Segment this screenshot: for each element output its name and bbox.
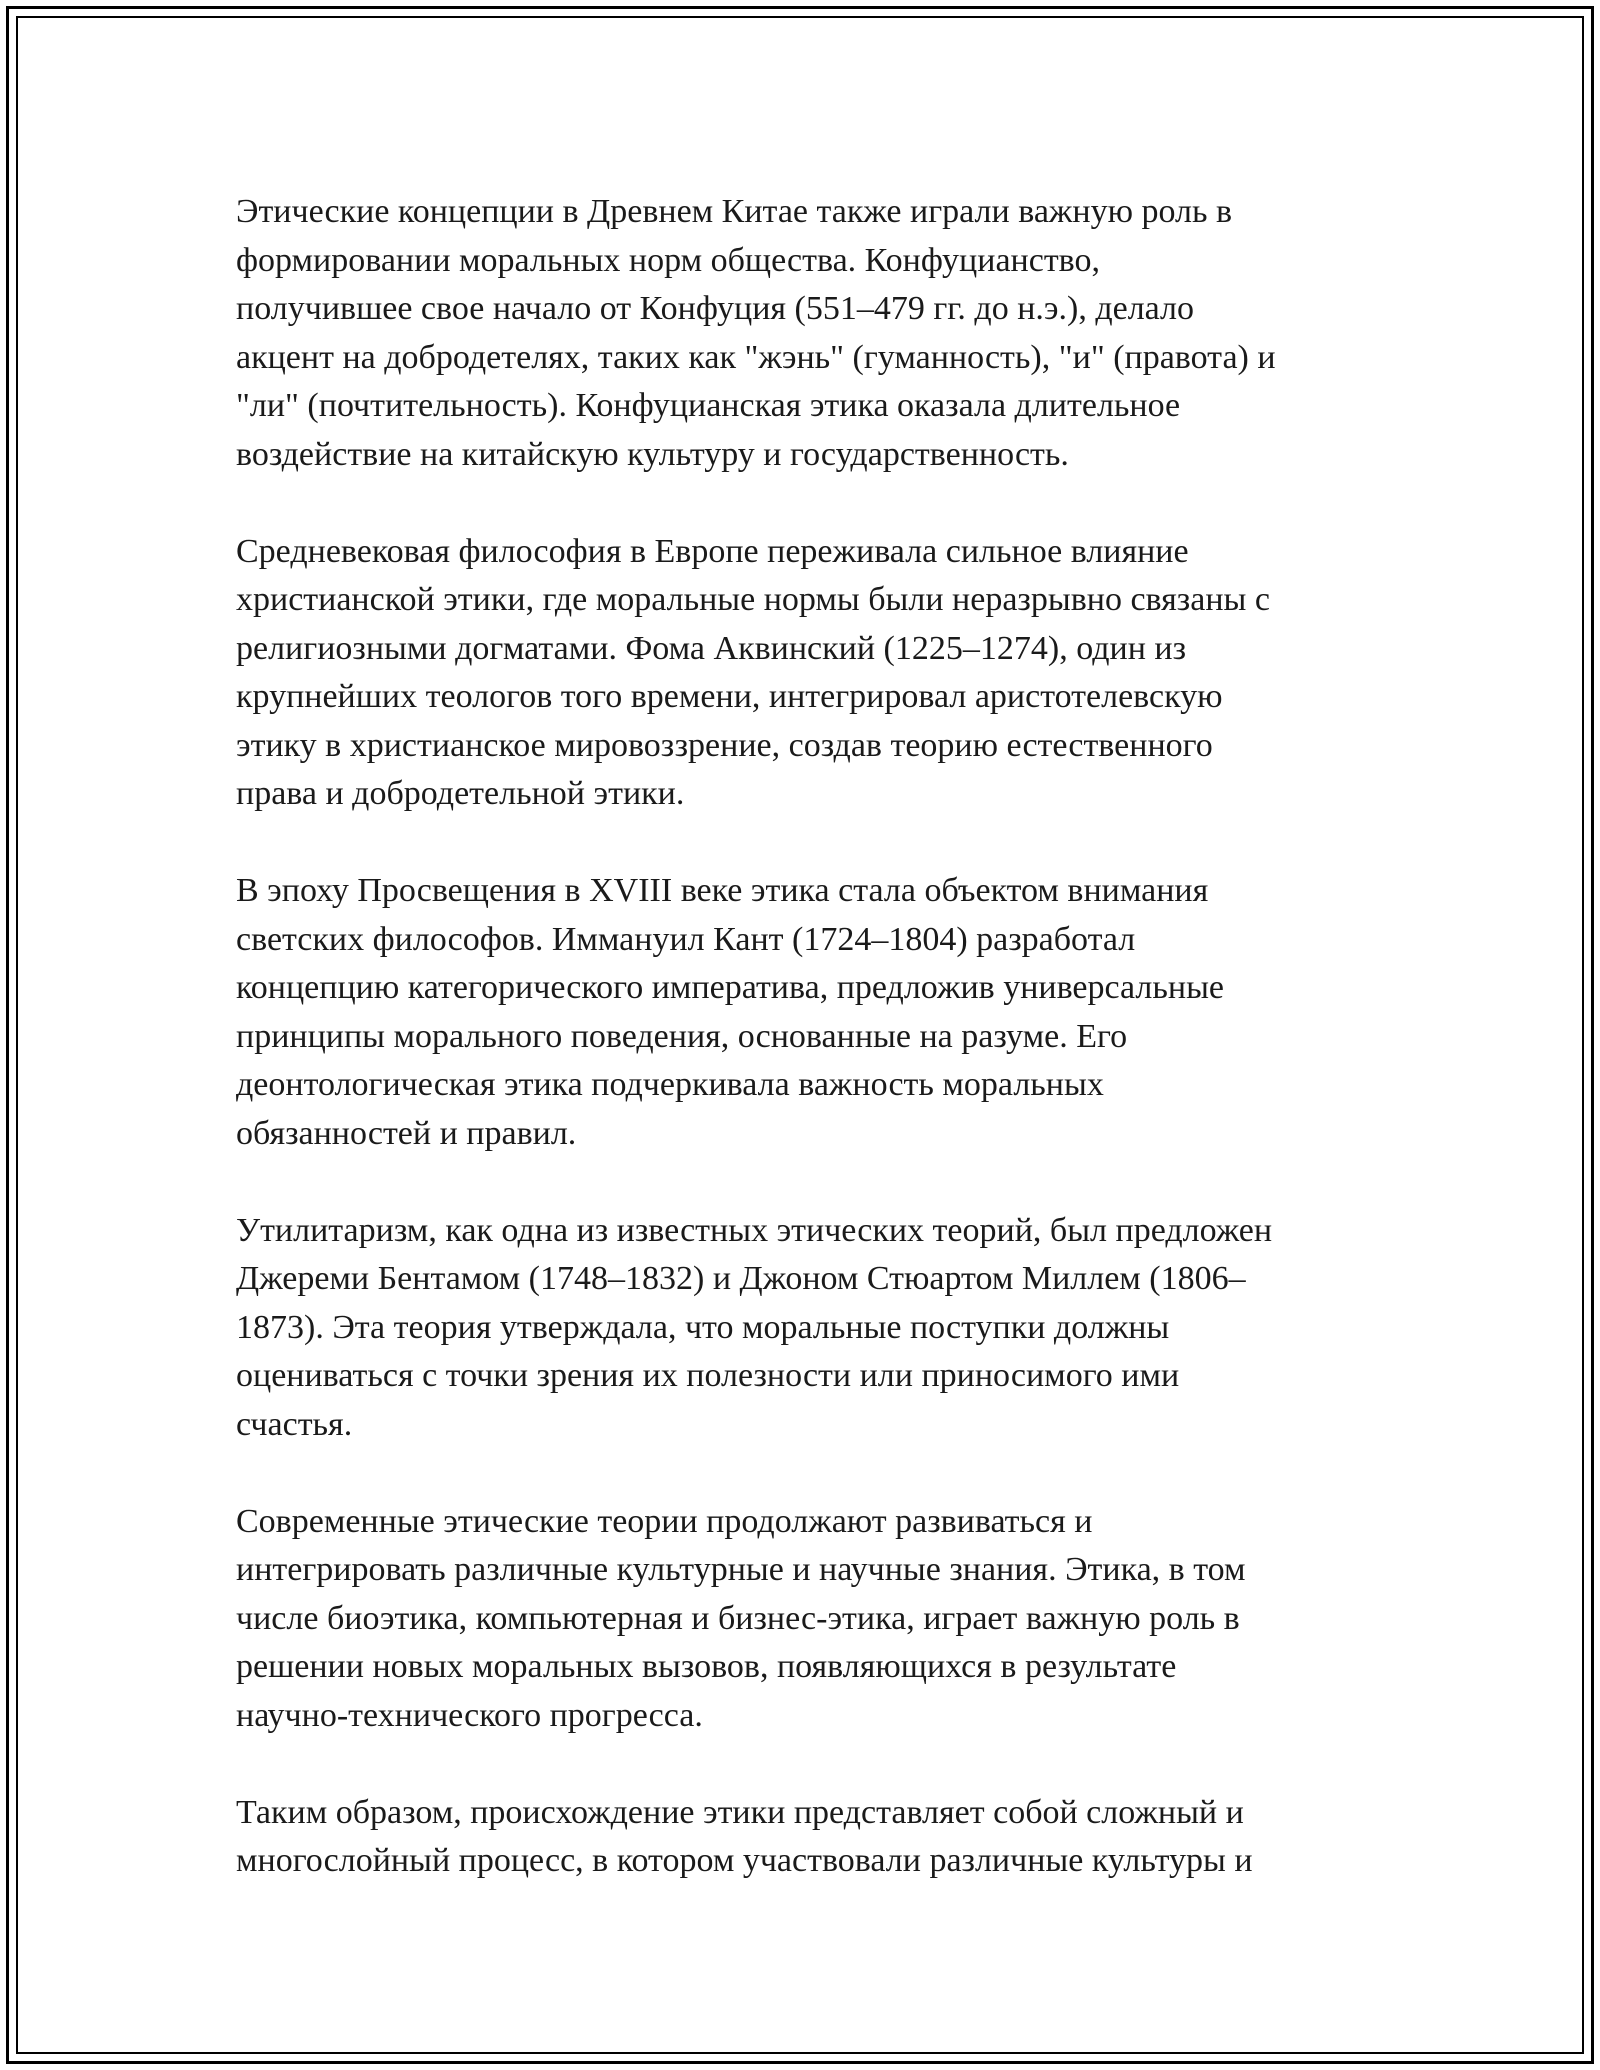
text-line: числе биоэтика, компьютерная и бизнес-этика, играет важную роль в bbox=[236, 1599, 1240, 1637]
paragraph-utilitarianism bbox=[236, 1207, 1366, 1450]
paragraph-enlightenment bbox=[236, 867, 1366, 1158]
text-line: интегрировать различные культурные и научные знания. Этика, в том bbox=[236, 1551, 1246, 1588]
text-line: Современные этические теории продолжают развиваться и bbox=[236, 1502, 1093, 1540]
text-line: Этические концепции в Древнем Китае также играли важную роль в bbox=[236, 193, 1233, 230]
text-line: концепцию категорического императива, предложив универсальные bbox=[236, 969, 1225, 1006]
text-line: получившее свое начало от Конфуция (551–479 гг. до н.э.), делало bbox=[236, 290, 1195, 327]
text-line: светских философов. Иммануил Кант (1724–1804) разработал bbox=[236, 920, 1136, 958]
text-line: научно-технического прогресса. bbox=[236, 1696, 703, 1734]
text-line: "ли" (почтительность). Конфуцианская этика оказала длительное bbox=[236, 387, 1181, 424]
text-line: оцениваться с точки зрения их полезности или приносимого ими bbox=[236, 1357, 1180, 1394]
paragraph-modern-ethics bbox=[236, 1498, 1366, 1741]
text-line: Средневековая философия в Европе переживала сильное влияние bbox=[236, 532, 1189, 570]
document-body bbox=[236, 188, 1366, 1934]
text-line: деонтологическая этика подчеркивала важность моральных bbox=[236, 1066, 1104, 1103]
text-line: 1873). Эта теория утверждала, что моральные поступки должны bbox=[236, 1308, 1170, 1346]
text-line: крупнейших теологов того времени, интегрировал аристотелевскую bbox=[236, 678, 1223, 715]
text-line: религиозными догматами. Фома Аквинский (1225–1274), один из bbox=[236, 629, 1187, 667]
text-line: решении новых моральных вызовов, появляющихся в результате bbox=[236, 1648, 1177, 1685]
text-line: принципы морального поведения, основанные на разуме. Его bbox=[236, 1017, 1128, 1055]
text-line: Джереми Бентамом (1748–1832) и Джоном Стюартом Миллем (1806– bbox=[236, 1260, 1246, 1297]
text-line: акцент на добродетелях, таких как "жэнь" (гуманность), "и" (правота) и bbox=[236, 338, 1276, 376]
text-line: В эпоху Просвещения в XVIII веке этика стала объектом внимания bbox=[236, 872, 1209, 909]
text-line: формировании моральных норм общества. Конфуцианство, bbox=[236, 241, 1100, 279]
text-line: этику в христианское мировоззрение, создав теорию естественного bbox=[236, 726, 1213, 764]
paragraph-ancient-china bbox=[236, 188, 1366, 479]
paragraph-medieval-europe bbox=[236, 528, 1366, 819]
text-line: христианской этики, где моральные нормы были неразрывно связаны с bbox=[236, 581, 1270, 618]
text-line: Утилитаризм, как одна из известных этических теорий, был предложен bbox=[236, 1211, 1273, 1249]
paragraph-conclusion bbox=[236, 1789, 1366, 1886]
text-line: многослойный процесс, в котором участвовали различные культуры и bbox=[236, 1842, 1253, 1879]
text-line: Таким образом, происхождение этики представляет собой сложный и bbox=[236, 1793, 1244, 1831]
text-line: права и добродетельной этики. bbox=[236, 775, 685, 812]
text-line: обязанностей и правил. bbox=[236, 1114, 577, 1152]
text-line: счастья. bbox=[236, 1405, 353, 1443]
text-line: воздействие на китайскую культуру и государственность. bbox=[236, 435, 1069, 473]
